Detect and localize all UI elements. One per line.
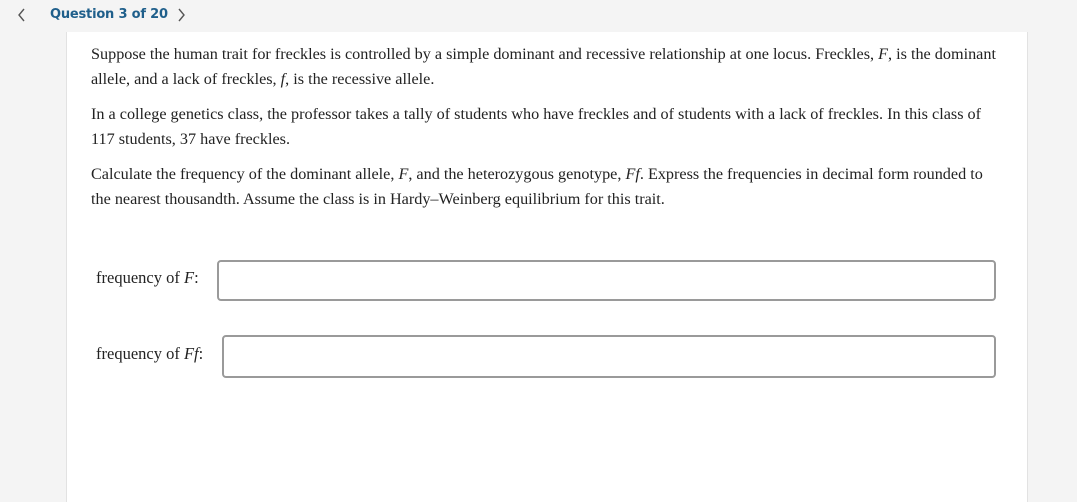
question-paragraph-context: In a college genetics class, the professor takes a tally of students who have freckles and of students with a lack of freckles. In this class of 117 students, 37 have freckles.: [91, 105, 982, 148]
previous-question-icon[interactable]: [14, 5, 30, 25]
frequency-F-label: frequency of F:: [96, 268, 199, 287]
question-counter: Question 3 of 20: [50, 7, 168, 22]
question-text: [91, 42, 1006, 222]
frequency-F-input[interactable]: [217, 260, 996, 301]
next-question-icon[interactable]: [173, 5, 189, 25]
question-card: [66, 32, 1028, 502]
frequency-Ff-input[interactable]: [222, 335, 996, 378]
question-paragraph-task: Calculate the frequency of the dominant allele, F, and the heterozygous genotype, Ff. Express the frequencies in decimal form rounded to the nearest thousandth. Assume the class is in Hardy–Weinberg equilibrium for this trait.: [91, 165, 983, 208]
frequency-Ff-label: frequency of Ff:: [96, 344, 204, 363]
question-navigation: [0, 0, 1077, 32]
question-paragraph-intro: Suppose the human trait for freckles is controlled by a simple dominant and recessive relationship at one locus. Freckles, F, is the dominant allele, and a lack of freckles, f, is the recessive allele.: [91, 45, 996, 88]
